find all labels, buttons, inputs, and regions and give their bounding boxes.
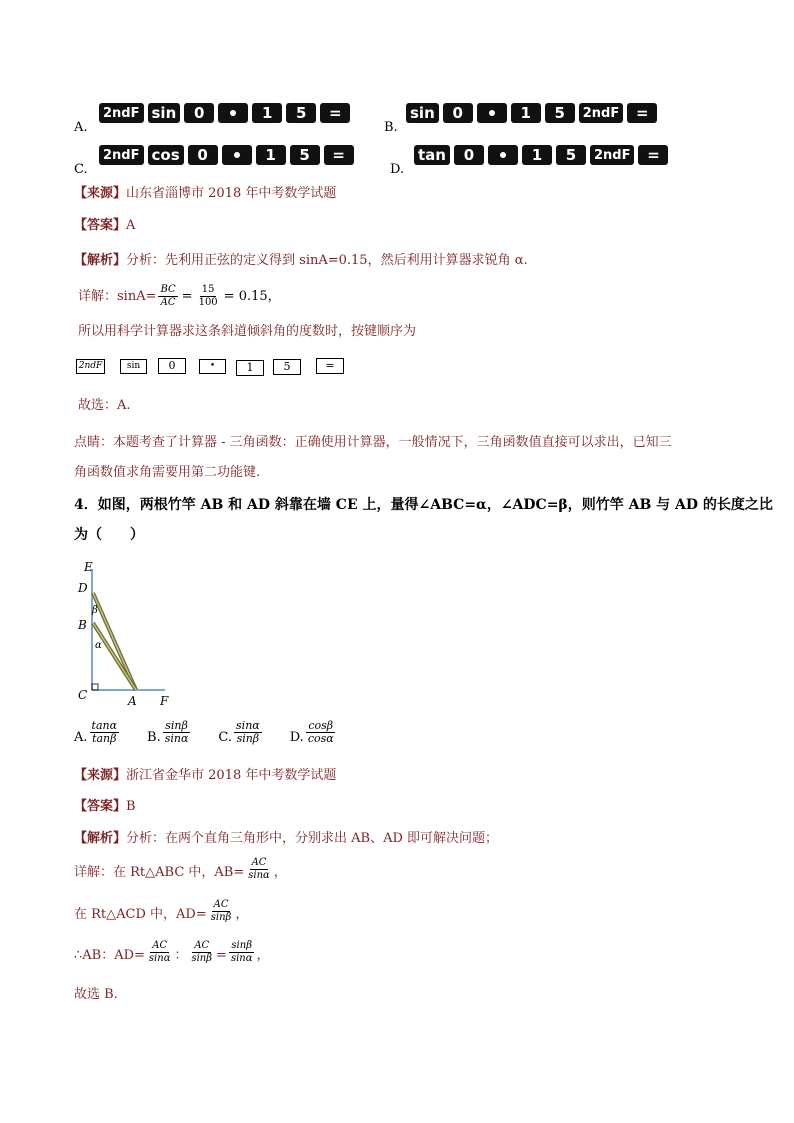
key-equals: = xyxy=(324,145,354,165)
key-0: 0 xyxy=(443,103,473,123)
key-5: 5 xyxy=(556,145,586,165)
q4-detail-2: 在 Rt△ACD 中，AD= $\frac{AC}{\sin\beta}$ ， xyxy=(74,899,249,923)
key-sin: sin xyxy=(406,103,439,123)
key-5: 5 xyxy=(545,103,575,123)
q4-detail-1: 详解：在 Rt△ABC 中，AB= $\frac{AC}{\sin\alpha}$ ， xyxy=(74,857,287,881)
label-e: E xyxy=(84,560,93,574)
q4-choice-b: B. $\frac{\sin\beta}{\sin\alpha}$ xyxy=(147,719,189,745)
key-dot xyxy=(222,145,252,165)
q3-source: 【来源】山东省淄博市 2018 年中考数学试题 xyxy=(74,186,337,201)
q3-comment-line2: 角函数值求角需要用第二功能键. xyxy=(74,465,261,480)
option-d-label: D. xyxy=(390,162,405,177)
q4-choice-a: A. $\frac{\tan\alpha}{\tan\beta}$ xyxy=(74,719,118,745)
option-c-label: C. xyxy=(74,162,88,177)
key-2ndf: 2ndF xyxy=(590,145,635,165)
label-c: C xyxy=(78,688,88,702)
q4-choice-d: D. $\frac{\cos\beta}{\cos\alpha}$ xyxy=(289,719,334,745)
option-a-keys xyxy=(99,103,350,123)
seq-key-1: 1 xyxy=(236,360,264,376)
seq-key-0: 0 xyxy=(158,358,186,374)
key-equals: = xyxy=(320,103,350,123)
key-2ndf: 2ndF xyxy=(99,103,144,123)
option-c-keys xyxy=(99,145,354,165)
key-equals: = xyxy=(627,103,657,123)
key-dot xyxy=(488,145,518,165)
seq-key-sin: sin xyxy=(120,359,147,374)
key-2ndf: 2ndF xyxy=(99,145,144,165)
q4-figure xyxy=(70,555,190,710)
seq-key-equals: = xyxy=(316,358,344,374)
key-1: 1 xyxy=(511,103,541,123)
option-b-label: B. xyxy=(384,120,398,135)
q4-analysis: 【解析】分析：在两个直角三角形中，分别求出 AB、AD 即可解决问题； xyxy=(74,831,499,846)
q4-choose: 故选 B. xyxy=(74,987,118,1002)
key-2ndf: 2ndF xyxy=(579,103,624,123)
seq-key-dot: • xyxy=(199,359,226,374)
key-equals: = xyxy=(638,145,668,165)
key-1: 1 xyxy=(522,145,552,165)
q4-choice-c: C. $\frac{\sin\alpha}{\sin\beta}$ xyxy=(218,719,260,745)
q3-comment-line1: 点睛：本题考查了计算器 - 三角函数：正确使用计算器，一般情况下，三角函数值直接可以求出，已知三 xyxy=(74,435,672,450)
seq-key-5: 5 xyxy=(273,359,301,375)
q4-answer: 【答案】B xyxy=(74,799,136,814)
q4-stem-line2: 为（ ） xyxy=(74,527,144,543)
option-a-label: A. xyxy=(74,120,88,135)
key-0: 0 xyxy=(188,145,218,165)
key-tan: tan xyxy=(414,145,450,165)
key-1: 1 xyxy=(252,103,282,123)
key-dot xyxy=(477,103,507,123)
q3-order-line: 所以用科学计算器求这条斜道倾斜角的度数时，按键顺序为 xyxy=(78,324,417,339)
label-f: F xyxy=(160,694,169,708)
seq-key-2ndf: 2ndF xyxy=(76,359,105,374)
option-d-keys xyxy=(414,145,668,165)
key-5: 5 xyxy=(290,145,320,165)
label-b: B xyxy=(78,618,87,632)
q3-choose: 故选：A. xyxy=(78,398,131,413)
key-cos: cos xyxy=(148,145,184,165)
label-a: A xyxy=(128,694,137,708)
label-beta: β xyxy=(92,605,98,616)
key-0: 0 xyxy=(184,103,214,123)
q4-source: 【来源】浙江省金华市 2018 年中考数学试题 xyxy=(74,768,337,783)
q4-choices xyxy=(74,720,338,745)
option-b-keys xyxy=(406,103,657,123)
q3-detail: 详解：sinA= $\frac{BC}{AC}$ = $\frac{15}{100}$ = 0.15， xyxy=(78,284,281,308)
label-d: D xyxy=(78,581,88,595)
q4-stem-line1: 4．如图，两根竹竿 AB 和 AD 斜靠在墙 CE 上，量得∠ABC=α，∠ADC=β，则竹竿 AB 与 AD 的长度之比 xyxy=(74,497,773,513)
q3-answer: 【答案】A xyxy=(74,218,136,233)
key-sin: sin xyxy=(148,103,181,123)
key-0: 0 xyxy=(454,145,484,165)
label-alpha: α xyxy=(95,640,102,651)
key-dot xyxy=(218,103,248,123)
key-1: 1 xyxy=(256,145,286,165)
key-5: 5 xyxy=(286,103,316,123)
q4-detail-3: ∴AB：AD= $\frac{AC}{\sin\alpha}$ ： $\frac{AC}{\sin\beta}$ = $\frac{\sin\beta}{\sin\alpha}$ ， xyxy=(74,940,270,964)
q3-analysis: 【解析】分析：先利用正弦的定义得到 sinA=0.15，然后利用计算器求锐角 α. xyxy=(74,253,528,268)
